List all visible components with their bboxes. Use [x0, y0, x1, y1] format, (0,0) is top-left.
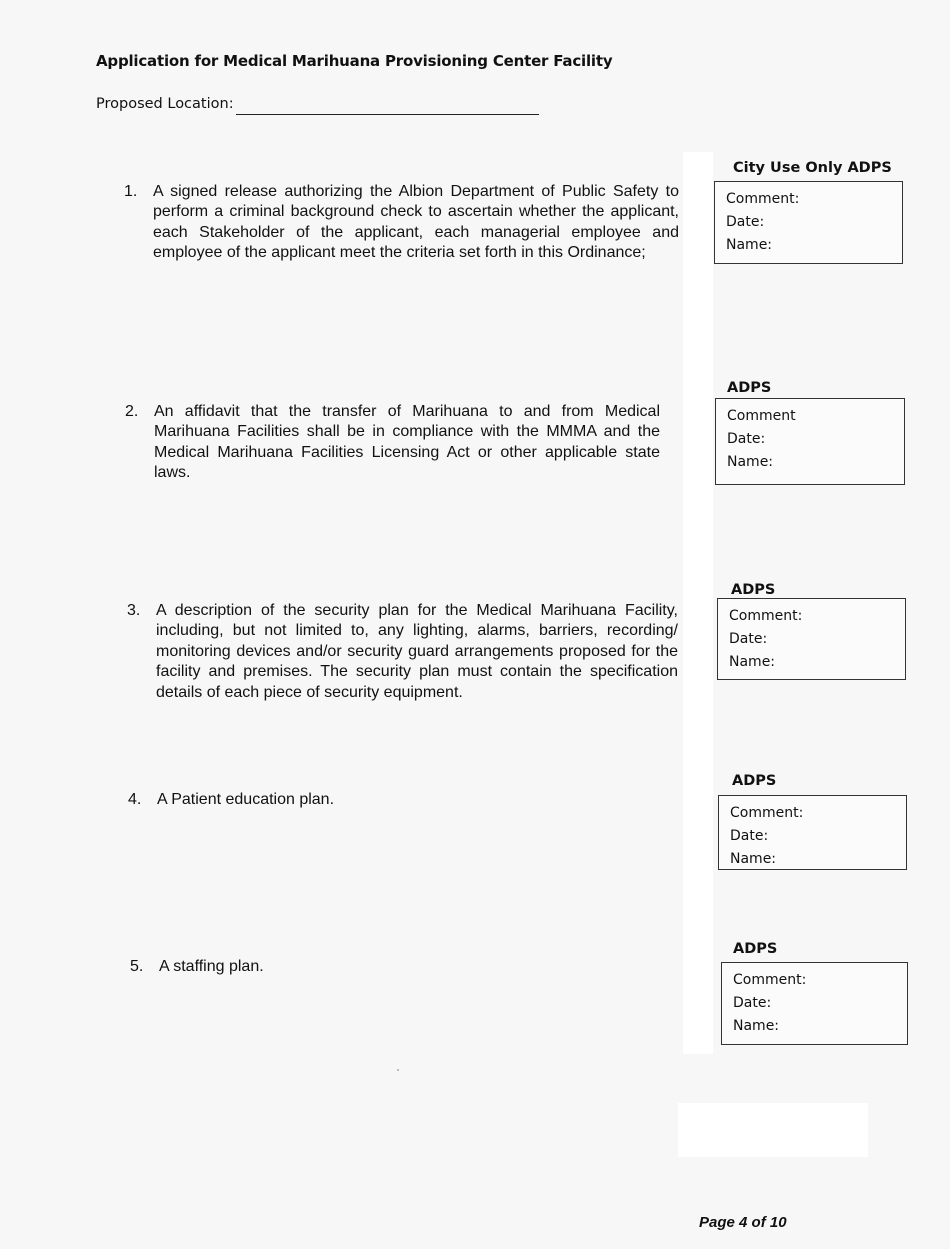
item-text: An affidavit that the transfer of Marihuana to and from Medical Marihuana Facilities shall be in compliance with the MMMA and the Medical Marihuana Facilities Licensing Act or other applicable state laws. [154, 403, 660, 482]
date-label: Date: [726, 214, 765, 230]
proposed-location-label: Proposed Location: [96, 96, 234, 112]
proposed-location-field[interactable] [236, 114, 539, 115]
item-number: 4. [128, 791, 142, 808]
white-patch [678, 1103, 868, 1157]
name-label: Name: [730, 851, 777, 867]
comment-label: Comment: [726, 191, 800, 207]
scan-speck [397, 1069, 399, 1071]
review-box-2[interactable] [715, 398, 905, 485]
item-text: A staffing plan. [159, 958, 264, 975]
requirement-item-2 [125, 402, 665, 486]
white-margin-strip [683, 152, 713, 1054]
comment-label: Comment: [729, 608, 803, 624]
comment-label: Comment [727, 408, 796, 424]
requirement-item-3 [127, 601, 682, 705]
item-number: 1. [124, 183, 138, 200]
date-label: Date: [733, 995, 772, 1011]
name-label: Name: [733, 1018, 780, 1034]
item-text: A description of the security plan for the Medical Marihuana Facility, including, but not limited to, any lighting, alarms, barriers, recording/ monitoring devices and/or security guard arrangements proposed for the facility and premises. The security plan must contain the specification details of each piece of security equipment. [156, 602, 678, 701]
comment-label: Comment: [733, 972, 807, 988]
requirement-item-5 [130, 957, 530, 979]
name-label: Name: [727, 454, 774, 470]
review-box-heading-1: City Use Only ADPS [733, 160, 892, 176]
item-text: A signed release authorizing the Albion Department of Public Safety to perform a criminal background check to ascertain whether the applicant, each Stakeholder of the applicant, each managerial employee and employee of the applicant meet the criteria set forth in this Ordinance; [153, 183, 679, 262]
review-box-heading-4: ADPS [732, 773, 777, 789]
page-number: Page 4 of 10 [699, 1214, 787, 1231]
item-number: 3. [127, 602, 141, 619]
review-box-heading-2: ADPS [727, 380, 772, 396]
date-label: Date: [730, 828, 769, 844]
item-number: 2. [125, 403, 139, 420]
review-box-heading-3: ADPS [731, 582, 776, 598]
review-box-3[interactable] [717, 598, 906, 680]
review-box-5[interactable] [721, 962, 908, 1045]
comment-label: Comment: [730, 805, 804, 821]
date-label: Date: [729, 631, 768, 647]
requirement-item-1 [124, 182, 684, 286]
review-box-heading-5: ADPS [733, 941, 778, 957]
name-label: Name: [729, 654, 776, 670]
requirement-item-4 [128, 790, 528, 812]
date-label: Date: [727, 431, 766, 447]
item-number: 5. [130, 958, 144, 975]
item-text: A Patient education plan. [157, 791, 335, 808]
name-label: Name: [726, 237, 773, 253]
review-box-1[interactable] [714, 181, 903, 264]
document-title: Application for Medical Marihuana Provisioning Center Facility [96, 52, 613, 70]
review-box-4[interactable] [718, 795, 907, 870]
